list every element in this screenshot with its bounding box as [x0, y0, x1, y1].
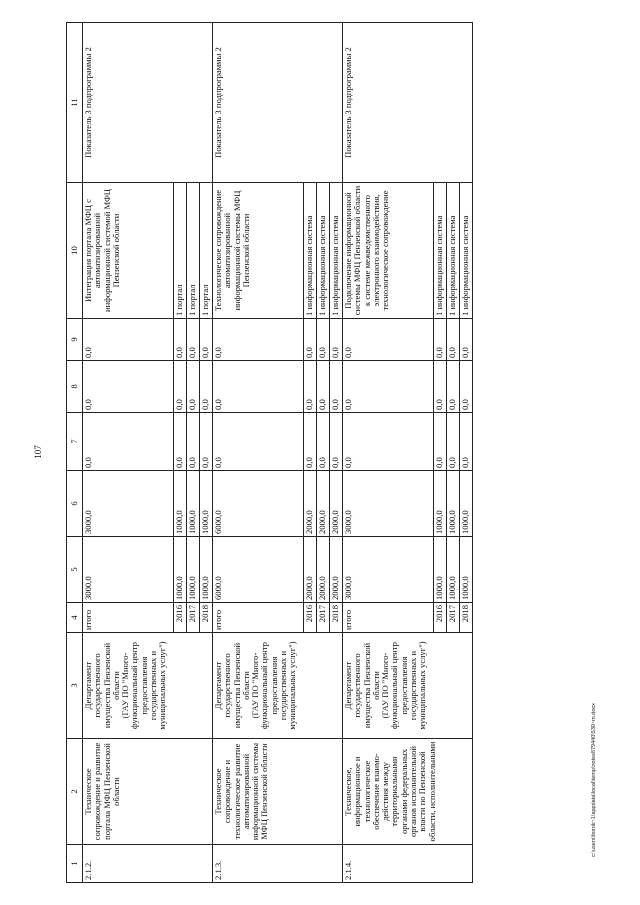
header-cell: 11: [67, 23, 83, 183]
header-cell: 5: [67, 537, 83, 603]
amount-col8: 0,0: [187, 361, 200, 413]
year-cell: 2016: [304, 603, 317, 633]
amount-regional: 3000,0: [343, 471, 434, 537]
indicator-value: 1 информационная система: [317, 183, 330, 319]
amount-total: 2000,0: [330, 537, 343, 603]
indicator-value: 1 информационная система: [330, 183, 343, 319]
year-cell: 2018: [330, 603, 343, 633]
header-cell: 1: [67, 845, 83, 883]
amount-col8: 0,0: [330, 361, 343, 413]
amount-regional: 1000,0: [187, 471, 200, 537]
amount-col8: 0,0: [434, 361, 447, 413]
activity-executor: Департамент государственного имущества Пензенской области (ГАУ ПО "Много-функциональный центр предоставления государственных и муниципальных услуг"): [83, 633, 213, 739]
period-total: итого: [343, 603, 434, 633]
period-total: итого: [213, 603, 304, 633]
amount-col8: 0,0: [174, 361, 187, 413]
amount-total: 1000,0: [174, 537, 187, 603]
activity-number: 2.1.4.: [343, 845, 473, 883]
amount-col9: 0,0: [343, 319, 434, 361]
indicator-value: 1 портал: [174, 183, 187, 319]
indicator-description: Подключение информационной системы МФЦ Пензенской области к системе межведомственного электронного взаимодействия, технологическое сопровождение: [343, 183, 434, 319]
activity-name: Техническое сопровождение и технологическое развитие автоматизированной информационной системы МФЦ Пензенской области: [213, 739, 343, 845]
amount-total: 1000,0: [434, 537, 447, 603]
amount-col9: 0,0: [330, 319, 343, 361]
amount-col8: 0,0: [304, 361, 317, 413]
amount-col7: 0,0: [317, 413, 330, 471]
amount-col7: 0,0: [174, 413, 187, 471]
amount-col7: 0,0: [213, 413, 304, 471]
indicator-value: 1 информационная система: [447, 183, 460, 319]
amount-col8: 0,0: [460, 361, 473, 413]
amount-regional: 2000,0: [304, 471, 317, 537]
amount-regional: 1000,0: [200, 471, 213, 537]
year-cell: 2018: [460, 603, 473, 633]
header-cell: 9: [67, 319, 83, 361]
amount-total: 1000,0: [187, 537, 200, 603]
amount-col8: 0,0: [83, 361, 174, 413]
amount-col7: 0,0: [304, 413, 317, 471]
year-cell: 2017: [317, 603, 330, 633]
amount-col7: 0,0: [447, 413, 460, 471]
activity-executor: Департамент государственного имущества Пензенской области (ГАУ ПО "Много-функциональный центр предоставления государственных и муниципальных услуг"): [213, 633, 343, 739]
header-cell: 2: [67, 739, 83, 845]
header-cell: 3: [67, 633, 83, 739]
indicator-reference: Показатель 3 подпрограммы 2: [83, 23, 213, 183]
amount-col8: 0,0: [317, 361, 330, 413]
header-cell: 10: [67, 183, 83, 319]
amount-col7: 0,0: [460, 413, 473, 471]
amount-col7: 0,0: [83, 413, 174, 471]
header-cell: 4: [67, 603, 83, 633]
activity-number: 2.1.2.: [83, 845, 213, 883]
amount-total: 3000,0: [343, 537, 434, 603]
header-cell: 8: [67, 361, 83, 413]
amount-col7: 0,0: [330, 413, 343, 471]
rotated-table-container: [66, 23, 574, 883]
amount-total: 2000,0: [317, 537, 330, 603]
indicator-reference: Показатель 3 подпрограммы 2: [343, 23, 473, 183]
amount-total: 3000,0: [83, 537, 174, 603]
year-cell: 2016: [434, 603, 447, 633]
column-number-header: [67, 23, 83, 883]
indicator-value: 1 информационная система: [304, 183, 317, 319]
activity-total-row: [83, 23, 174, 883]
amount-col9: 0,0: [187, 319, 200, 361]
amount-col8: 0,0: [343, 361, 434, 413]
amount-col7: 0,0: [187, 413, 200, 471]
amount-regional: 1000,0: [460, 471, 473, 537]
amount-col8: 0,0: [200, 361, 213, 413]
activity-name: Техническое, информационное и технологическое обеспечение взаимо-действия между территориальными органами федеральных органов исполнительной власти по Пензенской области, исполнительными: [343, 739, 473, 845]
indicator-description: Технологическое сопровождение автоматизированной информационной системы МФЦ Пензенской области: [213, 183, 304, 319]
amount-col9: 0,0: [304, 319, 317, 361]
indicator-value: 1 портал: [200, 183, 213, 319]
amount-col9: 0,0: [447, 319, 460, 361]
amount-total: 1000,0: [460, 537, 473, 603]
amount-regional: 2000,0: [330, 471, 343, 537]
amount-col9: 0,0: [434, 319, 447, 361]
indicator-value: 1 информационная система: [460, 183, 473, 319]
amount-total: 1000,0: [200, 537, 213, 603]
indicator-reference: Показатель 3 подпрограммы 2: [213, 23, 343, 183]
activity-total-row: [213, 23, 304, 883]
amount-col8: 0,0: [213, 361, 304, 413]
activity-total-row: [343, 23, 434, 883]
amount-col9: 0,0: [213, 319, 304, 361]
indicator-value: 1 информационная система: [434, 183, 447, 319]
program-activities-table: [66, 22, 473, 883]
amount-col9: 0,0: [460, 319, 473, 361]
amount-regional: 1000,0: [447, 471, 460, 537]
amount-total: 2000,0: [304, 537, 317, 603]
activity-executor: Департамент государственного имущества Пензенской области (ГАУ ПО "Много-функциональный центр предоставления государственных и муниципальных услуг"): [343, 633, 473, 739]
amount-col7: 0,0: [200, 413, 213, 471]
activity-number: 2.1.3.: [213, 845, 343, 883]
amount-total: 1000,0: [447, 537, 460, 603]
amount-regional: 3000,0: [83, 471, 174, 537]
amount-col9: 0,0: [200, 319, 213, 361]
year-cell: 2018: [200, 603, 213, 633]
indicator-value: 1 портал: [187, 183, 200, 319]
amount-regional: 1000,0: [434, 471, 447, 537]
amount-regional: 1000,0: [174, 471, 187, 537]
amount-col9: 0,0: [317, 319, 330, 361]
page-number: 107: [33, 445, 43, 459]
amount-col8: 0,0: [447, 361, 460, 413]
year-cell: 2016: [174, 603, 187, 633]
header-cell: 6: [67, 471, 83, 537]
amount-col7: 0,0: [434, 413, 447, 471]
amount-regional: 6000,0: [213, 471, 304, 537]
indicator-description: Интеграция портала МФЦ с автоматизированной информационной системой МФЦ Пензенской области: [83, 183, 174, 319]
amount-col7: 0,0: [343, 413, 434, 471]
activity-name: Техническое сопровождение и развитие портала МФЦ Пензенской области: [83, 739, 213, 845]
header-cell: 7: [67, 413, 83, 471]
footer-file-path: c:\users\borok~1\appdata\local\temp\notes879440\530~m.docx: [591, 703, 597, 857]
amount-col9: 0,0: [83, 319, 174, 361]
period-total: итого: [83, 603, 174, 633]
year-cell: 2017: [187, 603, 200, 633]
year-cell: 2017: [447, 603, 460, 633]
amount-col9: 0,0: [174, 319, 187, 361]
amount-total: 6000,0: [213, 537, 304, 603]
amount-regional: 2000,0: [317, 471, 330, 537]
